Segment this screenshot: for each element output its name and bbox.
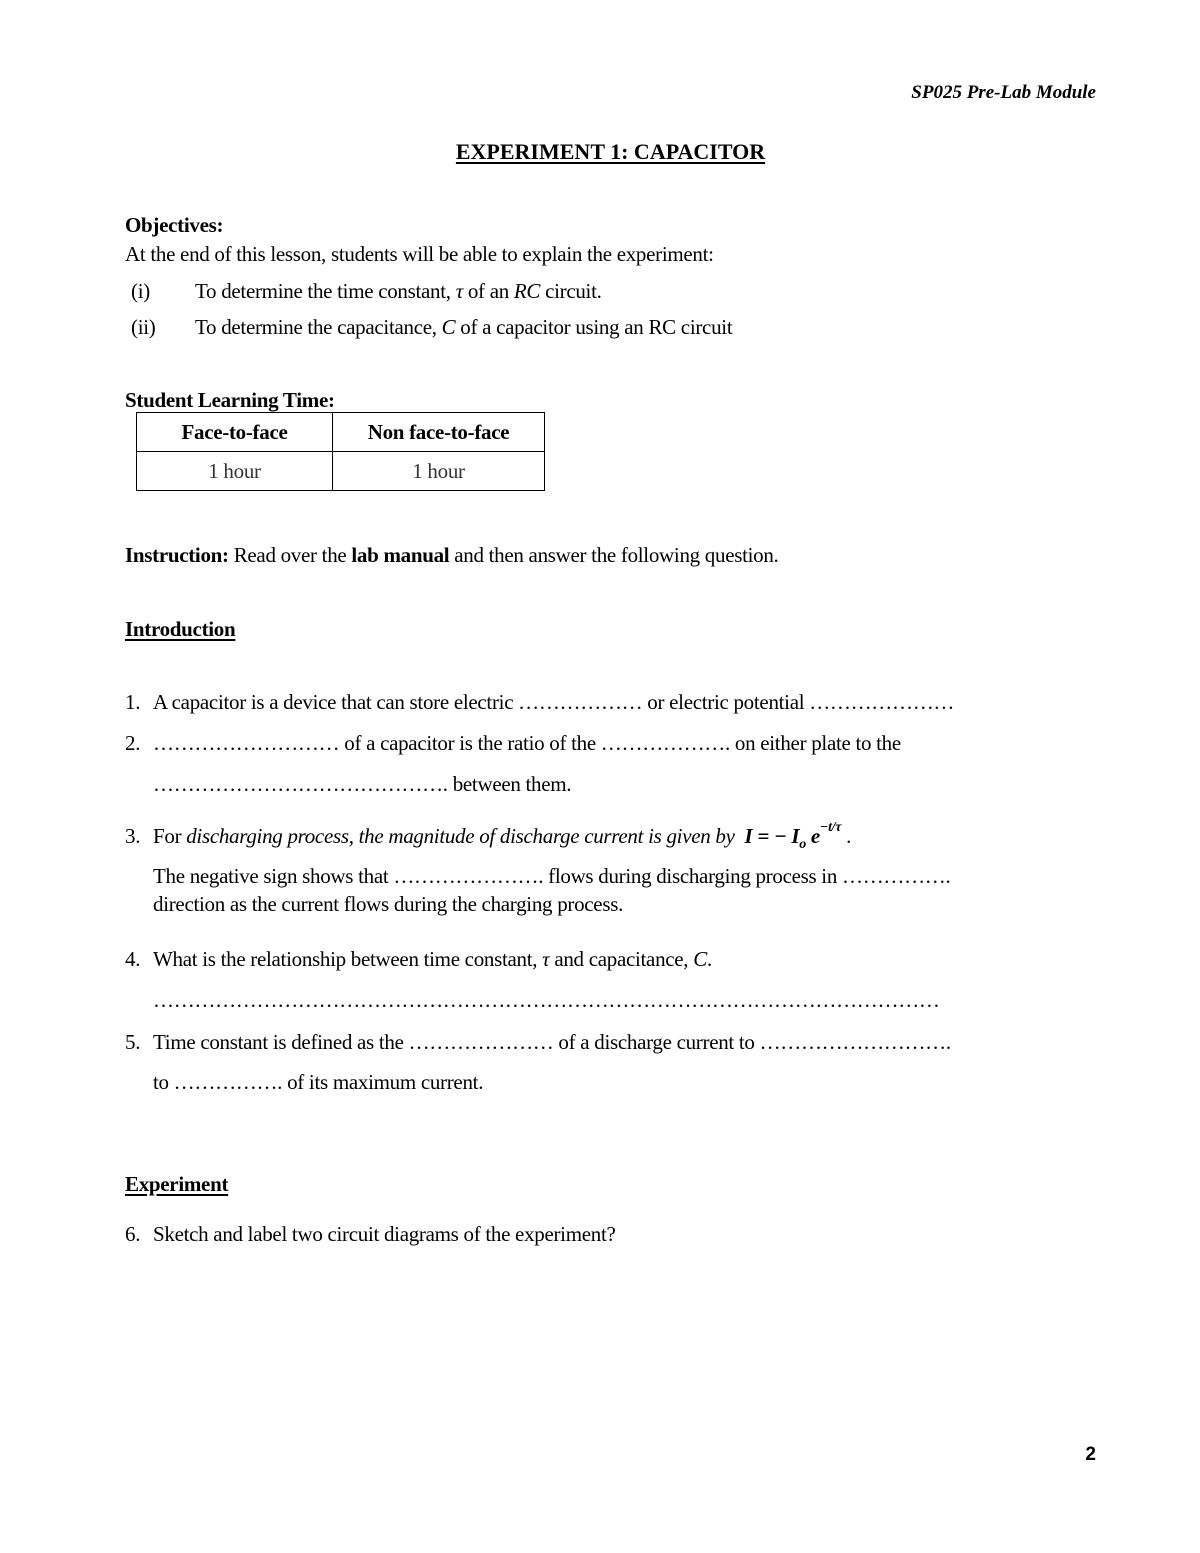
question-text: Sketch and label two circuit diagrams of the experiment? bbox=[153, 1222, 616, 1246]
question-text: What is the relationship between time constant, τ and capacitance, C. bbox=[153, 947, 712, 971]
objective-label: (ii) bbox=[131, 315, 156, 339]
experiment-heading: Experiment bbox=[125, 1172, 229, 1196]
page-number: 2 bbox=[1085, 1444, 1096, 1465]
introduction-heading: Introduction bbox=[125, 617, 236, 641]
question-number: 2. bbox=[125, 731, 141, 755]
question-text: ……………………………………. between them. bbox=[153, 772, 572, 796]
question-text: For discharging process, the magnitude of discharge current is given by I = − $I_o$ e−t/τ . bbox=[153, 820, 852, 853]
discharge-formula: I = − $I_o$ e−t/τ bbox=[744, 820, 842, 853]
page-title: EXPERIMENT 1: CAPACITOR bbox=[455, 139, 766, 164]
objective-text: To determine the capacitance, C of a capacitor using an RC circuit bbox=[195, 315, 733, 339]
question-text: direction as the current flows during the charging process. bbox=[153, 892, 624, 916]
question-number: 6. bbox=[125, 1222, 141, 1246]
question-text: to ……………. of its maximum current. bbox=[153, 1070, 484, 1094]
page-header: SP025 Pre-Lab Module bbox=[911, 82, 1096, 103]
question-text: ……………………… of a capacitor is the ratio of the ………………. on either plate to the bbox=[153, 731, 901, 755]
question-text: A capacitor is a device that can store electric ……………… or electric potential ………………… bbox=[153, 690, 955, 714]
question-text: The negative sign shows that …………………. flows during discharging process in ……………. bbox=[153, 864, 951, 888]
question-number: 4. bbox=[125, 947, 141, 971]
table-cell: 1 hour bbox=[333, 452, 545, 491]
learning-time-heading: Student Learning Time: bbox=[125, 388, 335, 412]
question-number: 3. bbox=[125, 824, 141, 848]
answer-line: …………………………………………………………………………………………………… bbox=[153, 988, 940, 1012]
learning-time-table bbox=[136, 412, 545, 491]
question-number: 1. bbox=[125, 690, 141, 714]
column-header: Face-to-face bbox=[137, 413, 333, 452]
objectives-intro: At the end of this lesson, students will be able to explain the experiment: bbox=[125, 242, 714, 266]
objective-text: To determine the time constant, τ of an RC circuit. bbox=[195, 279, 602, 303]
instruction: Instruction: Read over the lab manual and then answer the following question. bbox=[125, 543, 779, 567]
objective-label: (i) bbox=[131, 279, 150, 303]
objectives-heading: Objectives: bbox=[125, 213, 224, 237]
question-text: Time constant is defined as the ………………… of a discharge current to ………………………. bbox=[153, 1030, 951, 1054]
table-cell: 1 hour bbox=[137, 452, 333, 491]
question-number: 5. bbox=[125, 1030, 141, 1054]
column-header: Non face-to-face bbox=[333, 413, 545, 452]
